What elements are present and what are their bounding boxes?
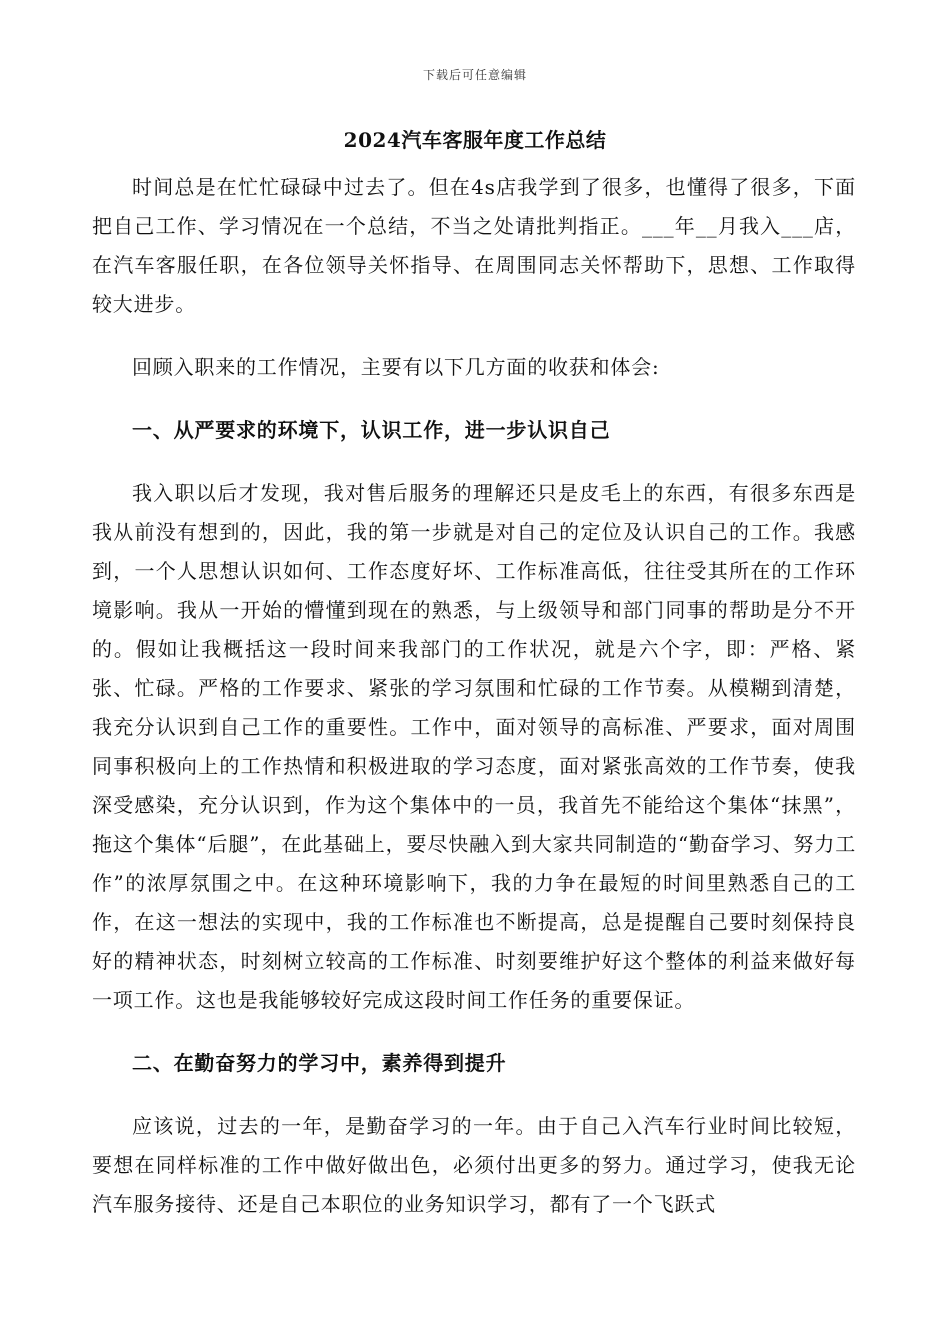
document-body (92, 168, 856, 1224)
review-paragraph: 回顾入职来的工作情况，主要有以下几方面的收获和体会: (132, 355, 660, 379)
section-2-paragraph: 应该说，过去的一年，是勤奋学习的一年。由于自己入汽车行业时间比较短，要想在同样标准的工作中做好做出色，必须付出更多的努力。通过学习，使我无论汽车服务接待、还是自己本职位的业务知识学习，都有了一个飞跃式 (92, 1114, 856, 1216)
intro-paragraph: 时间总是在忙忙碌碌中过去了。但在4s店我学到了很多，也懂得了很多，下面把自己工作、学习情况在一个总结，不当之处请批判指正。___年__月我入___店，在汽车客服任职，在各位领导关怀指导、在周围同志关怀帮助下，思想、工作取得较大进步。 (92, 175, 856, 316)
section-2-heading: 二、在勤奋努力的学习中，素养得到提升 (132, 1051, 507, 1075)
header-note: 下载后可任意编辑 (422, 68, 527, 82)
document-title: 2024汽车客服年度工作总结 (343, 128, 607, 152)
section-1-heading: 一、从严要求的环境下，认识工作，进一步认识自己 (132, 418, 611, 442)
section-1-paragraph: 我入职以后才发现，我对售后服务的理解还只是皮毛上的东西，有很多东西是我从前没有想到的，因此，我的第一步就是对自己的定位及认识自己的工作。我感到，一个人思想认识如何、工作态度好坏、工作标准高低，往往受其所在的工作环境影响。我从一开始的懵懂到现在的熟悉，与上级领导和部门同事的帮助是分不开的。假如让我概括这一段时间来我部门的工作状况，就是六个字，即：严格、紧张、忙碌。严格的工作要求、紧张的学习氛围和忙碌的工作节奏。从模糊到清楚，我充分认识到自己工作的重要性。工作中，面对领导的高标准、严要求，面对周围同事积极向上的工作热情和积极进取的学习态度，面对紧张高效的工作节奏，使我深受感染，充分认识到，作为这个集体中的一员，我首先不能给这个集体“抹黑”，拖这个集体“后腿”，在此基础上，要尽快融入到大家共同制造的“勤奋学习、努力工作”的浓厚氛围之中。在这种环境影响下，我的力争在最短的时间里熟悉自己的工作，在这一想法的实现中，我的工作标准也不断提高，总是提醒自己要时刻保持良好的精神状态，时刻树立较高的工作标准、时刻要维护好这个整体的利益来做好每一项工作。这也是我能够较好完成这段时间工作任务的重要保证。 (92, 481, 856, 1012)
